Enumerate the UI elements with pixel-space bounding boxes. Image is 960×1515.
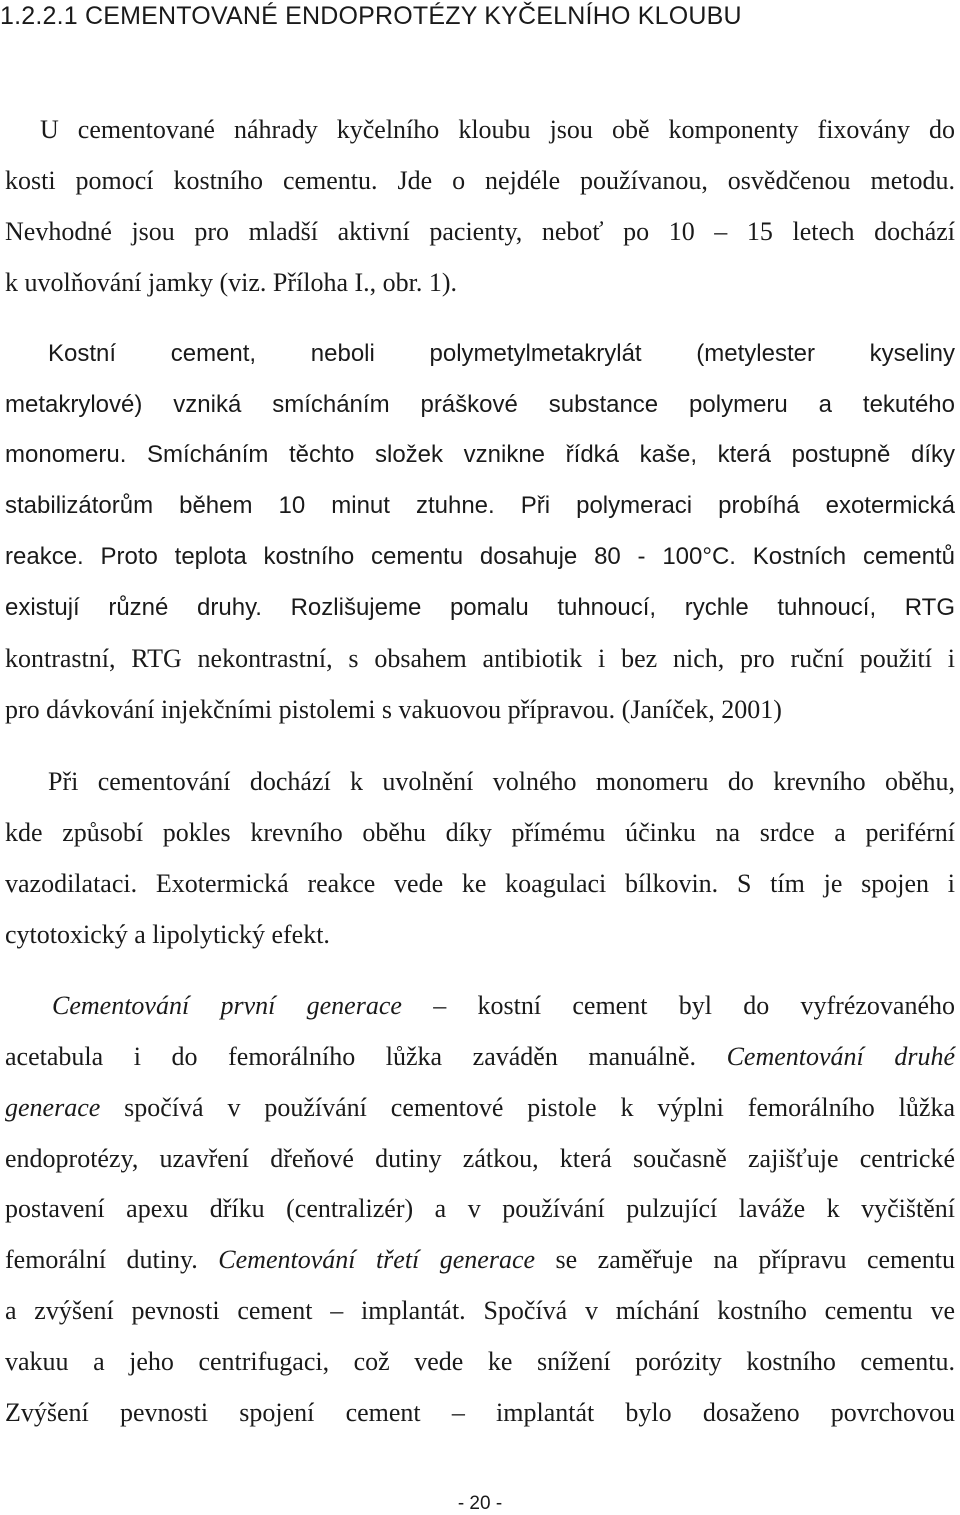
generation-2-label-continued: generace bbox=[5, 1093, 101, 1122]
paragraph-3-line-3: vazodilataci. Exotermická reakce vede ke koagulaci bílkovin. S tím je spojen i bbox=[5, 869, 955, 898]
paragraph-4-line-2 bbox=[5, 1044, 955, 1070]
paragraph-2-line-2: metakrylové) vzniká smícháním práškové substance polymeru a tekutého bbox=[5, 391, 955, 418]
generation-2-text-end: femorální dutiny. bbox=[5, 1245, 198, 1274]
paragraph-4-line-9: Zvýšení pevnosti spojení cement – implantát bylo dosaženo povrchovou bbox=[5, 1398, 955, 1427]
section-heading: 1.2.2.1 CEMENTOVANÉ ENDOPROTÉZY KYČELNÍHO KLOUBU bbox=[0, 2, 742, 30]
generation-3-text: se zaměřuje na přípravu cementu bbox=[555, 1245, 956, 1274]
paragraph-4-line-7: a zvýšení pevnosti cement – implantát. Spočívá v míchání kostního cementu ve bbox=[5, 1296, 955, 1325]
paragraph-3-line-1: Při cementování dochází k uvolnění volného monomeru do krevního oběhu, bbox=[48, 767, 955, 796]
generation-1-text: – kostní cement byl do vyfrézovaného bbox=[433, 991, 955, 1020]
paragraph-2-line-7: kontrastní, RTG nekontrastní, s obsahem antibiotik i bez nich, pro ruční použití i bbox=[5, 644, 955, 673]
paragraph-1-line-3: Nevhodné jsou pro mladší aktivní pacienty, neboť po 10 – 15 letech dochází bbox=[5, 217, 955, 246]
paragraph-1-line-1: U cementované náhrady kyčelního kloubu jsou obě komponenty fixovány do bbox=[40, 115, 955, 144]
paragraph-2-line-3: monomeru. Smícháním těchto složek vznikne řídká kaše, která postupně díky bbox=[5, 441, 955, 468]
paragraph-2-line-1: Kostní cement, neboli polymetylmetakrylát (metylester kyseliny bbox=[48, 340, 955, 367]
generation-2-label: Cementování druhé bbox=[726, 1042, 956, 1071]
paragraph-1-line-4: k uvolňování jamky (viz. Příloha I., obr. 1). bbox=[5, 268, 458, 297]
paragraph-4-line-6 bbox=[5, 1247, 955, 1273]
generation-1-label: Cementování první generace bbox=[52, 991, 402, 1020]
paragraph-4-line-8: vakuu a jeho centrifugaci, což vede ke snížení porózity kostního cementu. bbox=[5, 1347, 955, 1376]
generation-3-label: Cementování třetí generace bbox=[218, 1245, 536, 1274]
generation-1-text-continued: acetabula i do femorálního lůžka zaváděn manuálně. bbox=[5, 1042, 696, 1071]
paragraph-4-line-1 bbox=[52, 993, 955, 1019]
paragraph-2-line-5: reakce. Proto teplota kostního cementu dosahuje 80 - 100°C. Kostních cementů bbox=[5, 543, 955, 570]
paragraph-2-line-6: existují různé druhy. Rozlišujeme pomalu tuhnoucí, rychle tuhnoucí, RTG bbox=[5, 594, 955, 621]
paragraph-2-line-8: pro dávkování injekčními pistolemi s vakuovou přípravou. (Janíček, 2001) bbox=[5, 695, 782, 724]
paragraph-3-line-2: kde způsobí pokles krevního oběhu díky přímému účinku na srdce a periférní bbox=[5, 818, 955, 847]
paragraph-3-line-4: cytotoxický a lipolytický efekt. bbox=[5, 920, 330, 949]
paragraph-4-line-4: endoprotézy, uzavření dřeňové dutiny zátkou, která současně zajišťuje centrické bbox=[5, 1144, 955, 1173]
generation-2-text: spočívá v používání cementové pistole k výplni femorálního lůžka bbox=[124, 1093, 955, 1122]
paragraph-2-line-4: stabilizátorům během 10 minut ztuhne. Při polymeraci probíhá exotermická bbox=[5, 492, 955, 519]
paragraph-4-line-3 bbox=[5, 1095, 955, 1121]
paragraph-4-line-5: postavení apexu dříku (centralizér) a v používání pulzující laváže k vyčištění bbox=[5, 1194, 955, 1223]
paragraph-1-line-2: kosti pomocí kostního cementu. Jde o nejdéle používanou, osvědčenou metodu. bbox=[5, 166, 955, 195]
page-number: - 20 - bbox=[457, 1493, 503, 1514]
